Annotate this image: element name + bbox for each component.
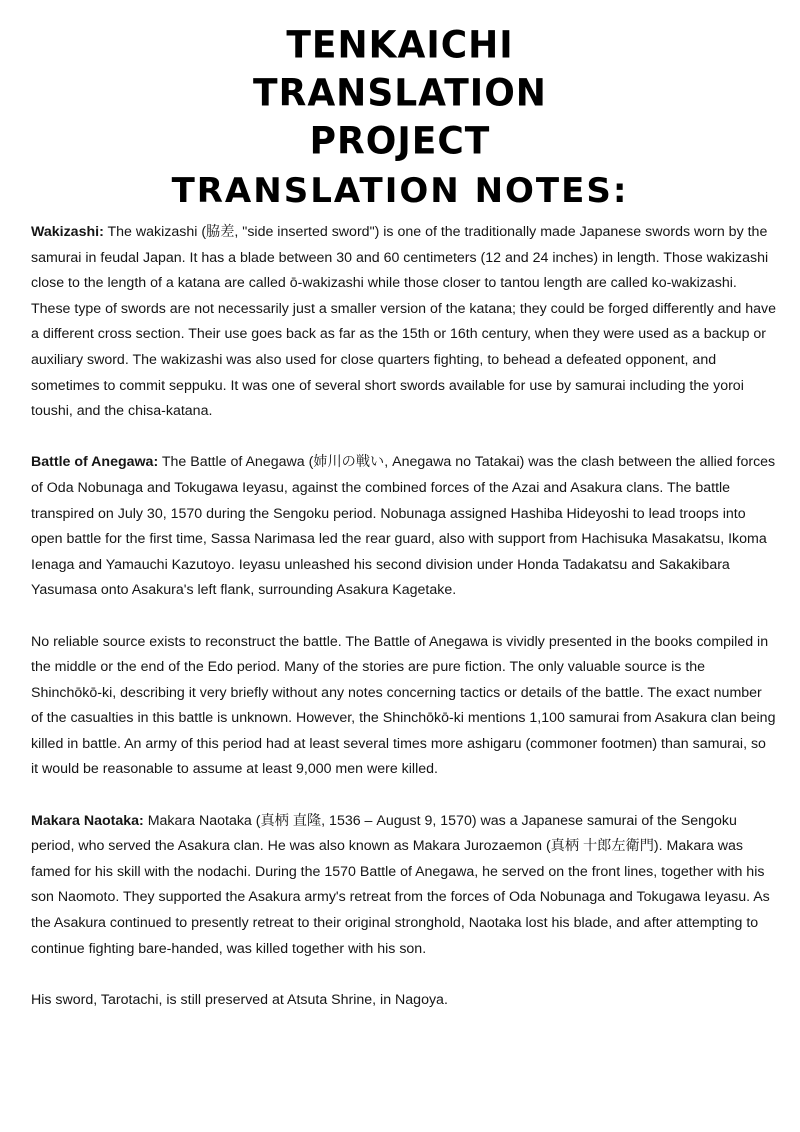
note-text: His sword, Tarotachi, is still preserved at Atsuta Shrine, in Nagoya.	[31, 991, 448, 1008]
project-title-line-1: TENKAICHI	[286, 23, 514, 67]
note-term: Wakizashi:	[31, 224, 104, 240]
project-title-line-3: PROJECT	[309, 119, 491, 163]
note-paragraph-battle-of-anegawa	[31, 450, 776, 604]
note-term: Makara Naotaka:	[31, 812, 144, 829]
page-header	[0, 22, 800, 214]
note-paragraph-anegawa-sources	[31, 630, 776, 784]
notes-body	[31, 220, 776, 1039]
note-text: The wakizashi (脇差, "side inserted sword") is one of the traditionally made Japanese swords worn by the samurai in feudal Japan. It has a blade between 30 and 60 centimeters (12 and 24 inches) in length. Those wakizashi close to the length of a katana are called ō-wakizashi while those closer to tantou length are called ko-wakizashi. These type of swords are not necessarily just a smaller version of the katana; they could be forged differently and have a different cross section. Their use goes back as far as the 15th or 16th century, when they were used as a backup or auxiliary sword. The wakizashi was also used for close quarters fighting, to behead a defeated opponent, and sometimes to commit seppuku. It was one of several short swords available for use by samurai including the yoroi toushi, and the chisa-katana.	[31, 224, 776, 420]
note-paragraph-wakizashi	[31, 220, 776, 425]
note-paragraph-tarotachi	[31, 988, 776, 1014]
note-term: Battle of Anegawa:	[31, 454, 159, 471]
note-text: The Battle of Anegawa (姉川の戦い, Anegawa no Tatakai) was the clash between the allied forces of Oda Nobunaga and Tokugawa Ieyasu, against the combined forces of the Azai and Asakura clans. The battle transpired on July 30, 1570 during the Sengoku period. Nobunaga assigned Hashiba Hideyoshi to lead troops into open battle for the first time, Sassa Narimasa led the rear guard, also with support from Hachisuka Masakatsu, Ikoma Ienaga and Yamauchi Kazutoyo. Ieyasu unleashed his second division under Honda Tadakatsu and Sakakibara Yasumasa onto Asakura's left flank, surrounding Asakura Kagetake.	[31, 454, 776, 599]
note-text: Makara Naotaka (真柄 直隆, 1536 – August 9, 1570) was a Japanese samurai of the Sengoku period, who served the Asakura clan. He was also known as Makara Jurozaemon (真柄 十郎左衛門). Makara was famed for his skill with the nodachi. During the 1570 Battle of Anegawa, he served on the front lines, together with his son Naomoto. They supported the Asakura army's retreat from the forces of Oda Nobunaga and Tokugawa Ieyasu. As the Asakura continued to presently retreat to their original stronghold, Naotaka lost his blade, and after attempting to continue fighting bare-handed, was killed together with his son.	[31, 812, 770, 957]
notes-heading: TRANSLATION NOTES:	[171, 171, 629, 211]
project-title-line-2: TRANSLATION	[253, 71, 547, 115]
note-text: No reliable source exists to reconstruct the battle. The Battle of Anegawa is vividly presented in the books compiled in the middle or the end of the Edo period. Many of the stories are pure fiction. The only valuable source is the Shinchōkō-ki, describing it very briefly without any notes concerning tactics or details of the battle. The exact number of the casualties in this battle is unknown. However, the Shinchōkō-ki mentions 1,100 samurai from Asakura clan being killed in battle. An army of this period had at least several times more ashigaru (commoner footmen) than samurai, so it would be reasonable to assume at least 9,000 men were killed.	[31, 633, 776, 778]
note-paragraph-makara-naotaka	[31, 809, 776, 963]
